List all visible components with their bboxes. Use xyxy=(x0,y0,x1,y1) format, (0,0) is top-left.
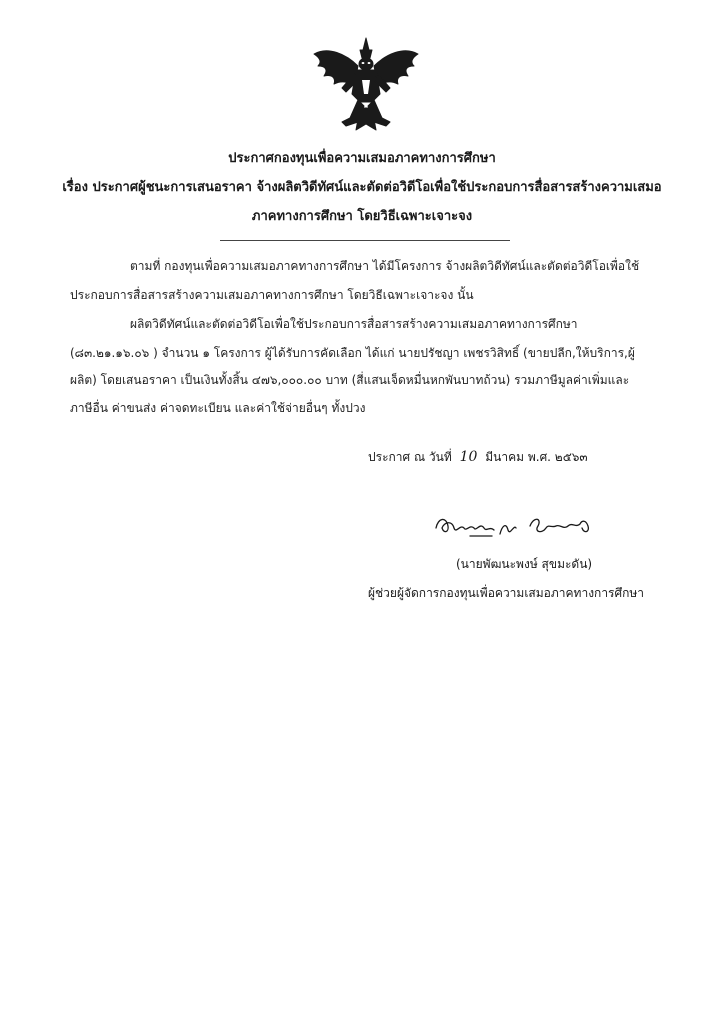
paragraph-2-line-2: (๘๓.๒๑.๑๖.๐๖ ) จำนวน ๑ โครงการ ผู้ได้รับการคัดเลือก ได้แก่ นายปรัชญา เพชรวิสิทธิ์ (ขายปลีก,ให้บริการ,ผู้ xyxy=(70,346,635,360)
announcement-date-suffix: มีนาคม พ.ศ. ๒๕๖๓ xyxy=(485,450,588,464)
title-divider xyxy=(220,240,510,241)
announcement-day-handwritten: 10 xyxy=(459,449,478,465)
paragraph-2-line-3: ผลิต) โดยเสนอราคา เป็นเงินทั้งสิ้น ๔๗๖,๐๐๐.๐๐ บาท (สี่แสนเจ็ดหมื่นหกพันบาทถ้วน) รวมภาษีมูลค่าเพิ่มและ xyxy=(70,373,630,387)
garuda-emblem-icon xyxy=(306,36,426,134)
handwritten-signature xyxy=(430,506,600,542)
document-title: ประกาศกองทุนเพื่อความเสมอภาคทางการศึกษา xyxy=(228,151,496,166)
announcement-date xyxy=(368,448,588,466)
announcement-date-prefix: ประกาศ ณ วันที่ xyxy=(368,450,452,464)
paragraph-2-line-4: ภาษีอื่น ค่าขนส่ง ค่าจดทะเบียน และค่าใช้จ่ายอื่นๆ ทั้งปวง xyxy=(70,401,366,415)
paragraph-1-line-2: ประกอบการสื่อสารสร้างความเสมอภาคทางการศึกษา โดยวิธีเฉพาะเจาะจง นั้น xyxy=(70,288,474,302)
paragraph-1-line-1: ตามที่ กองทุนเพื่อความเสมอภาคทางการศึกษา ได้มีโครงการ จ้างผลิตวิดีทัศน์และตัดต่อวิดีโอเพื่อใช้ xyxy=(130,259,640,273)
paragraph-2-line-1: ผลิตวิดีทัศน์และตัดต่อวิดีโอเพื่อใช้ประกอบการสื่อสารสร้างความเสมอภาคทางการศึกษา xyxy=(130,317,578,331)
signer-name: (นายพัฒนะพงษ์ สุขมะดัน) xyxy=(456,557,593,571)
signer-position: ผู้ช่วยผู้จัดการกองทุนเพื่อความเสมอภาคทางการศึกษา xyxy=(368,586,645,600)
document-subject-line-1: เรื่อง ประกาศผู้ชนะการเสนอราคา จ้างผลิตวิดีทัศน์และตัดต่อวิดีโอเพื่อใช้ประกอบการสื่อสารสร้างความเสมอ xyxy=(62,180,662,195)
document-subject-line-2: ภาคทางการศึกษา โดยวิธีเฉพาะเจาะจง xyxy=(251,209,473,224)
